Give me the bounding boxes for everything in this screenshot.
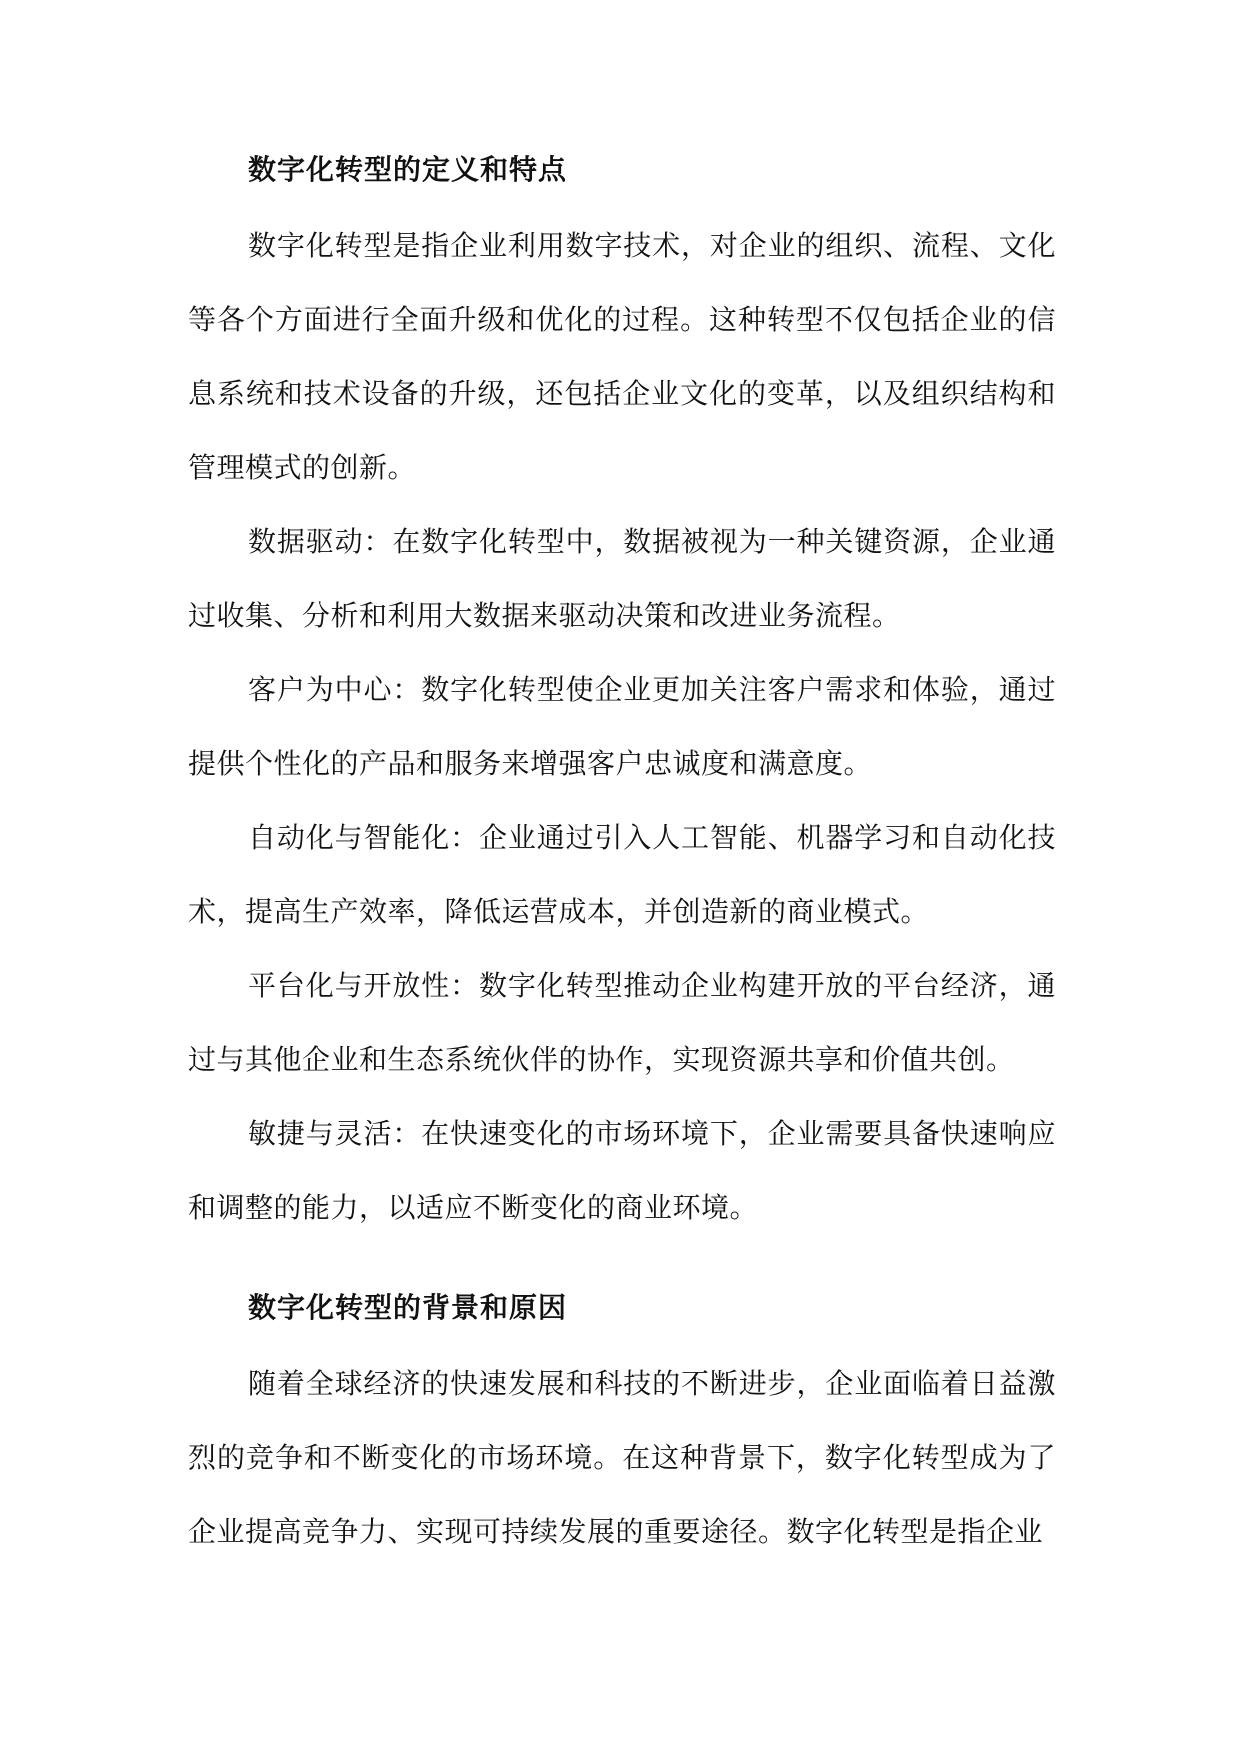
paragraph: 敏捷与灵活：在快速变化的市场环境下，企业需要具备快速响应和调整的能力，以适应不断变化的商业环境。 bbox=[188, 1117, 1056, 1224]
spacer bbox=[188, 195, 1056, 209]
spacer bbox=[188, 1333, 1056, 1347]
paragraph: 自动化与智能化：企业通过引入人工智能、机器学习和自动化技术，提高生产效率，降低运营成本，并创造新的商业模式。 bbox=[188, 821, 1056, 928]
section-heading: 数字化转型的背景和原因 bbox=[248, 1291, 568, 1324]
paragraph: 数字化转型是指企业利用数字技术，对企业的组织、流程、文化等各个方面进行全面升级和优化的过程。这种转型不仅包括企业的信息系统和技术设备的升级，还包括企业文化的变革，以及组织结构和管理模式的创新。 bbox=[188, 229, 1056, 484]
paragraph: 数据驱动：在数字化转型中，数据被视为一种关键资源，企业通过收集、分析和利用大数据来驱动决策和改进业务流程。 bbox=[188, 525, 1056, 632]
paragraph: 平台化与开放性：数字化转型推动企业构建开放的平台经济，通过与其他企业和生态系统伙伴的协作，实现资源共享和价值共创。 bbox=[188, 969, 1056, 1076]
document-page bbox=[188, 145, 1056, 1569]
paragraph: 随着全球经济的快速发展和科技的不断进步，企业面临着日益激烈的竞争和不断变化的市场环境。在这种背景下，数字化转型成为了企业提高竞争力、实现可持续发展的重要途径。数字化转型是指企业 bbox=[188, 1367, 1056, 1548]
paragraph: 客户为中心：数字化转型使企业更加关注客户需求和体验，通过提供个性化的产品和服务来增强客户忠诚度和满意度。 bbox=[188, 673, 1056, 780]
section-heading: 数字化转型的定义和特点 bbox=[248, 153, 568, 186]
spacer bbox=[188, 1245, 1056, 1283]
